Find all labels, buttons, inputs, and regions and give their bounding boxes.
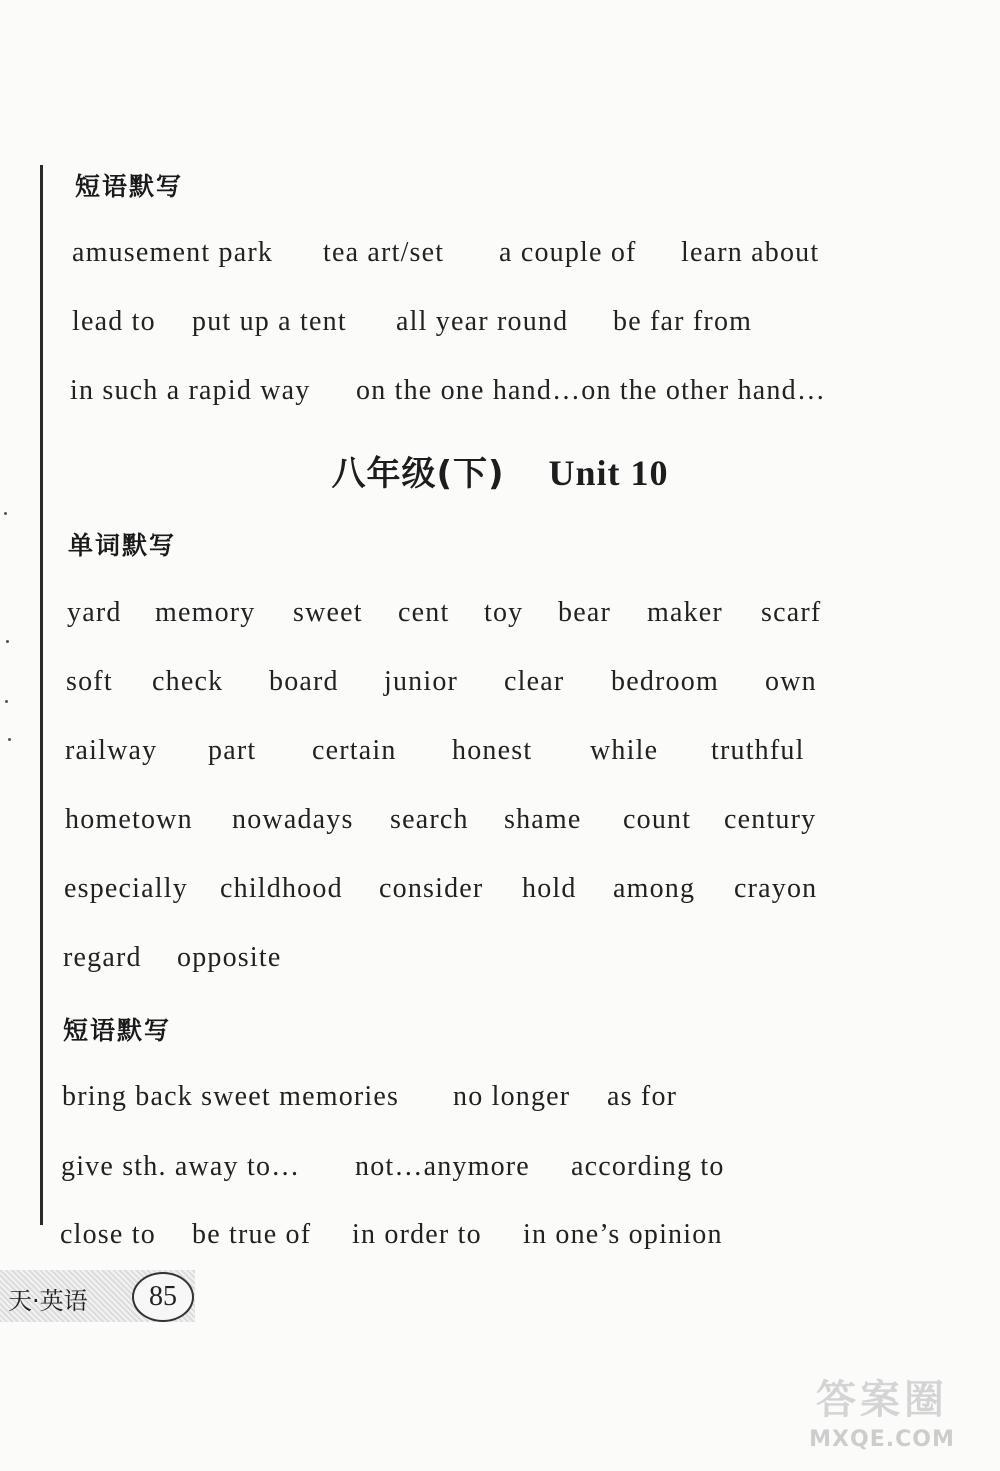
word: bear [558,597,611,628]
phrase: in order to [352,1219,482,1250]
word: railway [65,735,158,766]
page-number: 85 [132,1272,194,1322]
section-heading-phrases-2: 短语默写 [63,1016,172,1045]
phrase: no longer [453,1081,571,1112]
phrase: according to [571,1151,725,1182]
word-row-1 [67,597,821,629]
section-heading-phrases-1: 短语默写 [75,172,184,201]
word-row-5 [64,873,817,905]
word: search [390,804,469,835]
word: shame [504,804,582,835]
phrase: tea art/set [323,237,445,268]
phrase-row-2 [72,306,752,338]
section-heading-words: 单词默写 [68,531,177,560]
footer-label: 天·英语 [8,1287,88,1315]
word: own [765,666,817,697]
word: maker [647,597,723,628]
grade-label: 八年级(下) [331,454,505,494]
phrase: bring back sweet memories [62,1081,400,1112]
word: toy [484,597,524,628]
word: sweet [293,597,363,628]
word: crayon [734,873,818,904]
phrase: learn about [681,237,820,268]
margin-rule [40,165,43,1225]
word: opposite [177,942,282,973]
word: junior [384,666,459,697]
phrase: in one’s opinion [523,1219,723,1250]
word: truthful [711,735,805,766]
watermark-url: MXQE.COM [809,1427,955,1452]
word: board [269,666,339,697]
word: century [724,804,817,835]
word: soft [66,666,113,697]
phrase: lead to [72,306,156,337]
phrase: give sth. away to… [61,1151,301,1182]
phrase: not…anymore [355,1151,530,1182]
word: hold [522,873,577,904]
phrase: on the one hand…on the other hand… [356,375,827,406]
unit-title [0,446,1000,495]
phrase: put up a tent [192,306,347,337]
word: hometown [65,804,193,835]
phrase: as for [607,1081,678,1112]
watermark-logo [782,1368,982,1463]
word-row-4 [65,804,816,836]
phrase: a couple of [499,237,637,268]
phrase-row-1 [72,237,819,269]
phrase: close to [60,1219,156,1250]
word-row-6 [63,942,281,974]
word: consider [379,873,484,904]
word: bedroom [611,666,719,697]
phrase: amusement park [72,237,274,268]
word: memory [155,597,256,628]
word: scarf [761,597,822,628]
word: while [590,735,659,766]
word: honest [452,735,533,766]
word: cent [398,597,450,628]
word: nowadays [232,804,354,835]
word: check [152,666,224,697]
phrase: all year round [396,306,569,337]
word: part [208,735,257,766]
word: certain [312,735,397,766]
phrase: in such a rapid way [70,375,311,406]
unit-number: Unit 10 [548,453,669,493]
word: count [623,804,692,835]
phrase-row-3 [70,375,826,407]
phrase-row-4 [62,1081,677,1113]
word: yard [67,597,122,628]
phrase-row-5 [61,1151,725,1183]
word: clear [504,666,565,697]
word-row-3 [65,735,805,767]
phrase-row-6 [60,1219,723,1251]
word: regard [63,942,142,973]
word: especially [64,873,188,904]
page-footer [0,1270,195,1322]
word: childhood [220,873,343,904]
phrase: be far from [613,306,753,337]
watermark-text: 答案圈 [816,1377,948,1423]
word-row-2 [66,666,817,698]
phrase: be true of [192,1219,312,1250]
word: among [613,873,696,904]
